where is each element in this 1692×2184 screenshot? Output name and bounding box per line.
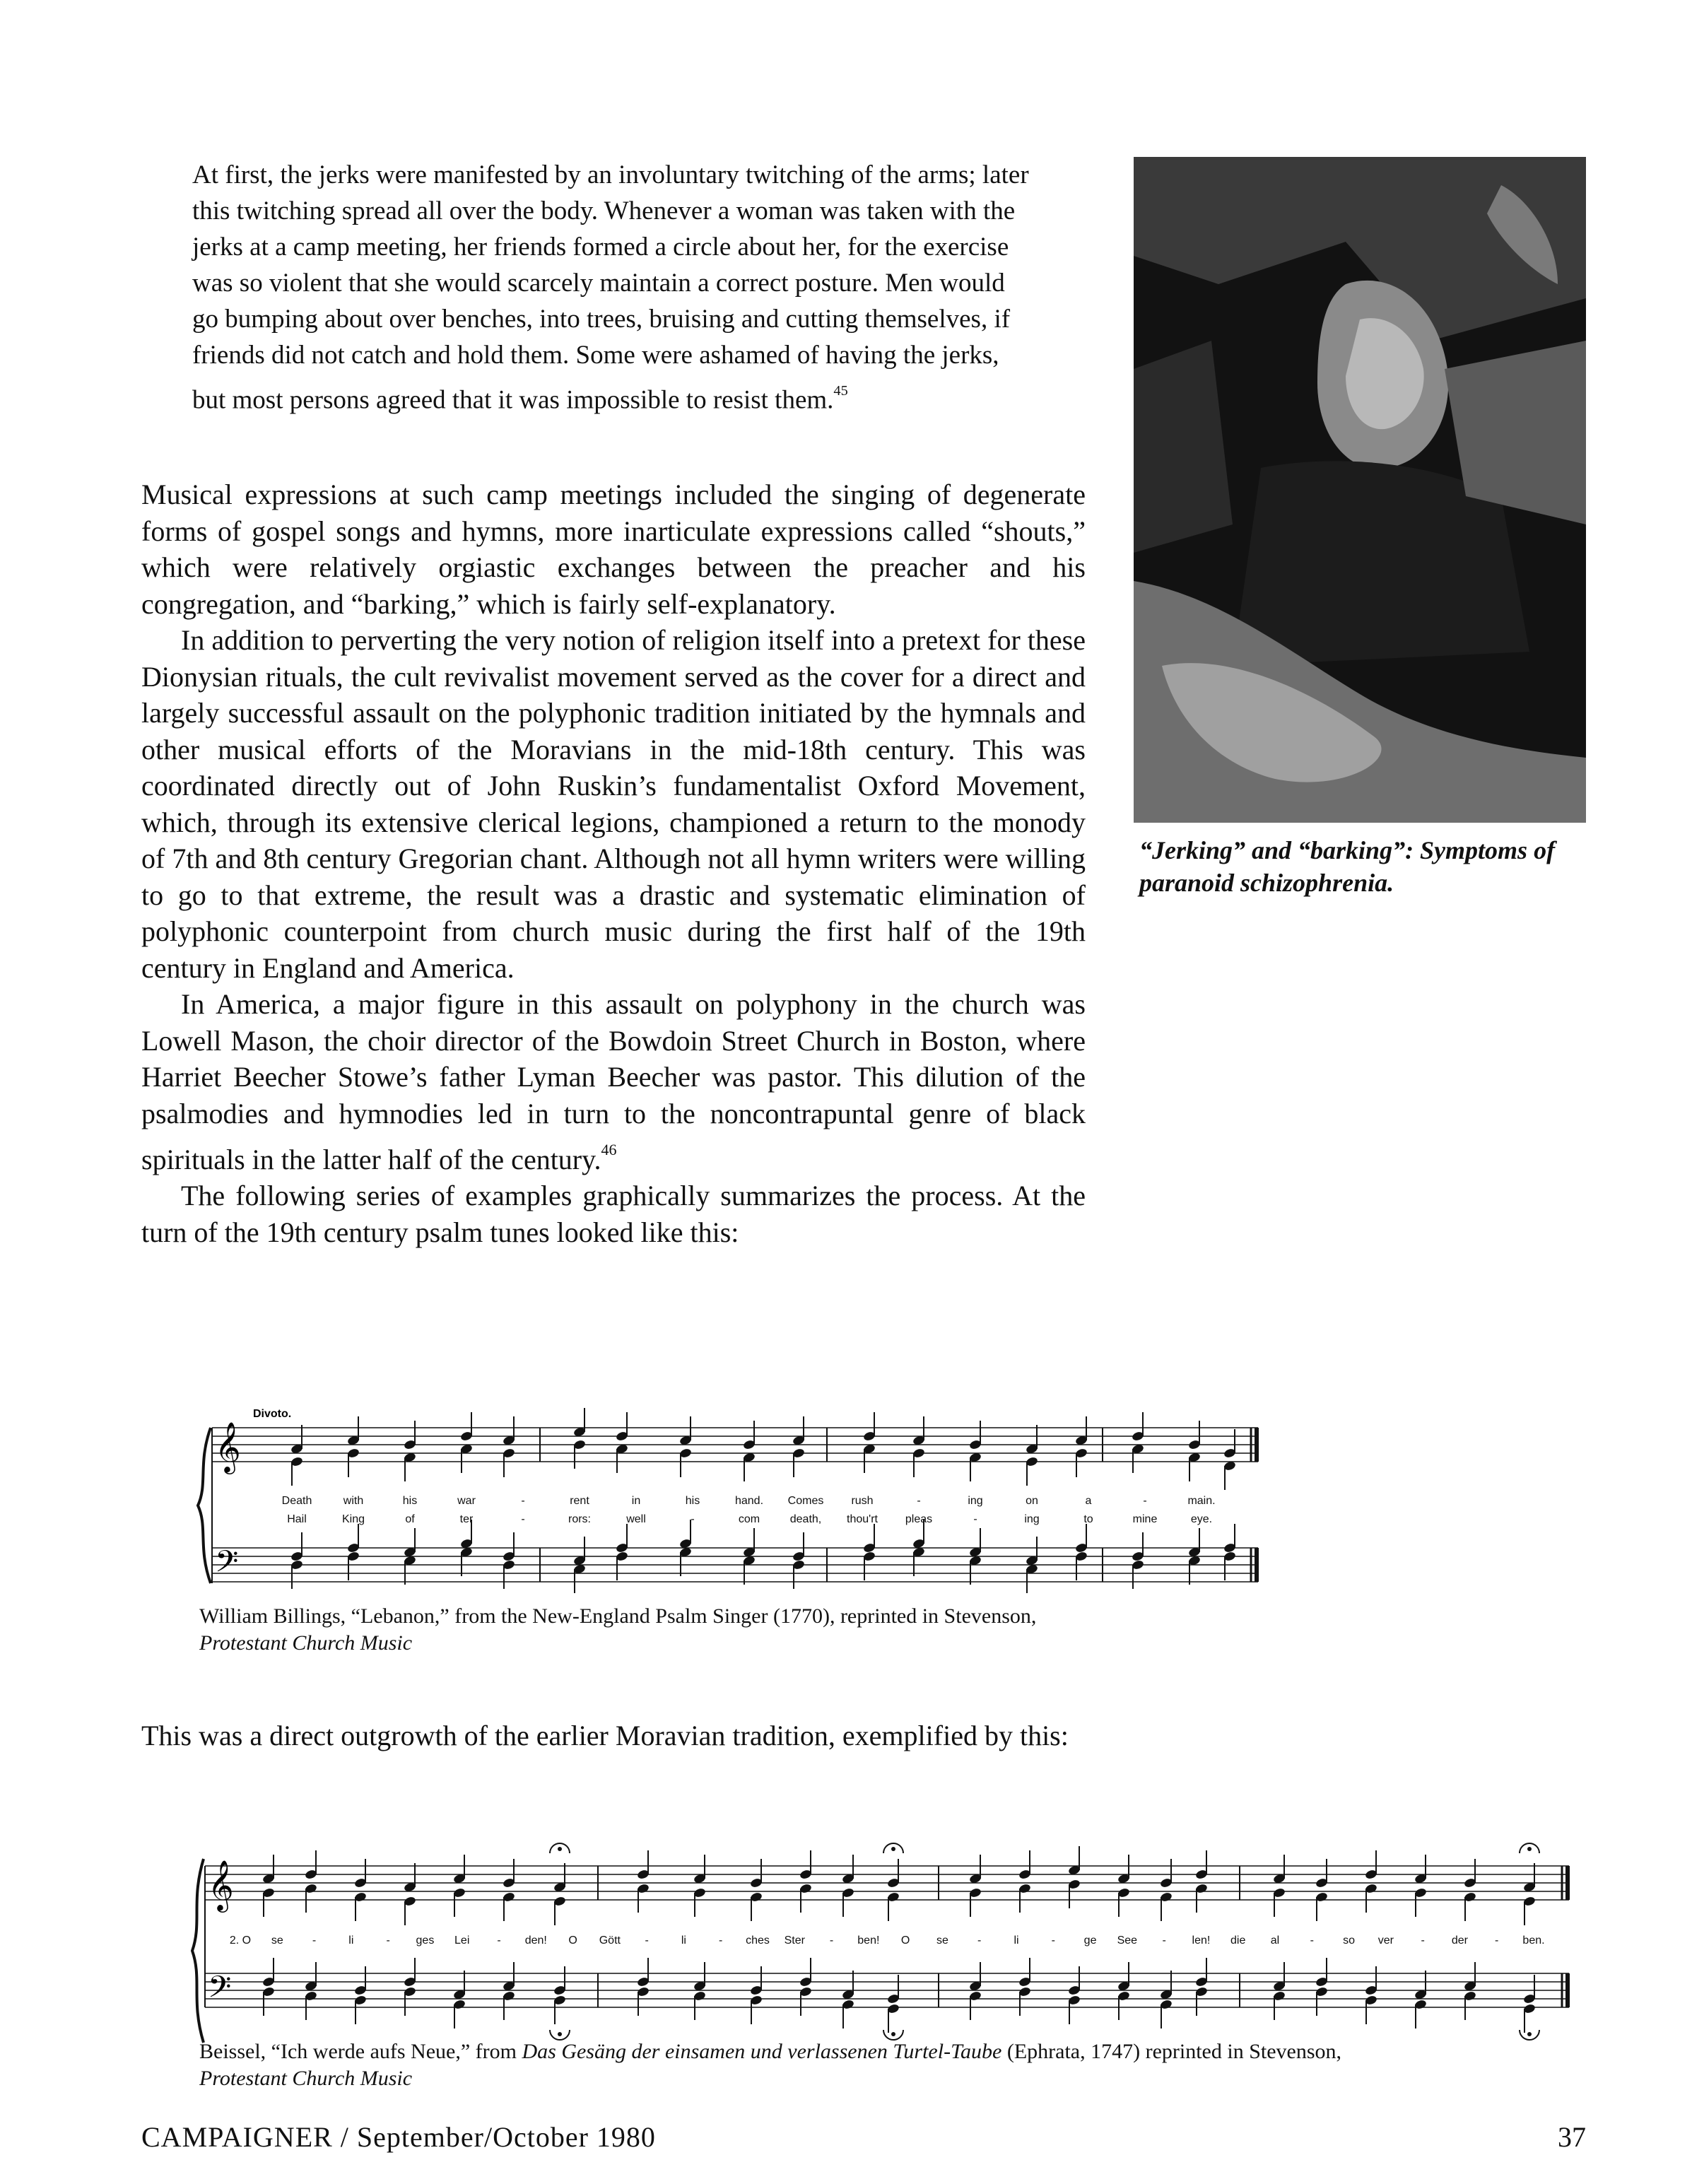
photo-caption: “Jerking” and “barking”: Symptoms of paranoid schizophrenia. xyxy=(1139,836,1556,897)
bass-clef-icon: 𝄢 xyxy=(215,1544,239,1587)
lyric-syllable: war xyxy=(457,1495,476,1507)
lyric-syllable: with xyxy=(343,1495,364,1507)
lyric-syllable: his xyxy=(685,1495,700,1507)
score-beissel-ich-werde xyxy=(191,1838,1576,2057)
lyric-syllable: thou'rt xyxy=(847,1513,878,1525)
lyric-syllable: hand. xyxy=(734,1495,764,1507)
score-1-caption-source: Protestant Church Music xyxy=(199,1631,413,1655)
lyric-syllable: den! xyxy=(524,1935,547,1947)
lyric-syllable: - xyxy=(1495,1935,1499,1947)
lyric-syllable: See xyxy=(1117,1935,1138,1947)
lyric-syllable: - xyxy=(977,1935,982,1947)
score-1-notation xyxy=(191,1399,1265,1611)
lyric-syllable: rors: xyxy=(568,1513,591,1525)
lyric-syllable: ing xyxy=(968,1495,983,1507)
lyric-syllable: die xyxy=(1230,1935,1246,1947)
lyric-syllable: len! xyxy=(1192,1935,1211,1947)
lyric-syllable: 2. O xyxy=(229,1935,252,1947)
paragraph-4: The following series of examples graphically summarizes the process. At the turn of the 19th century psalm tunes looked like this: xyxy=(141,1180,1086,1248)
camp-meeting-photo xyxy=(1134,157,1586,823)
score-billings-lebanon xyxy=(191,1399,1265,1611)
lyric-syllable: Death xyxy=(281,1495,312,1507)
lyric-syllable: - xyxy=(719,1935,723,1947)
lyric-syllable: ing xyxy=(1024,1513,1040,1525)
lyric-syllable: - xyxy=(1051,1935,1055,1947)
lyric-syllable: li xyxy=(1014,1935,1019,1947)
lyric-syllable: ge xyxy=(1083,1935,1097,1947)
bass-clef-icon: 𝄢 xyxy=(208,1970,232,2012)
footnote-ref-45: 45 xyxy=(833,383,848,399)
lyric-syllable: ben! xyxy=(857,1935,880,1947)
score-2-caption-title: Das Gesäng der einsamen und verlassenen Turtel-Taube xyxy=(522,2040,1002,2063)
lyric-syllable: main. xyxy=(1187,1495,1216,1507)
tempo-marking: Divoto. xyxy=(253,1408,292,1420)
lyric-syllable: se xyxy=(936,1935,948,1947)
lyric-syllable: der xyxy=(1451,1935,1468,1947)
lyric-syllable: Ster xyxy=(784,1935,805,1947)
lyric-syllable: well xyxy=(626,1513,646,1525)
lyric-syllable: Gött xyxy=(599,1935,621,1947)
lyric-syllable: Hail xyxy=(287,1513,307,1525)
paragraph-2: In addition to perverting the very notion of religion itself into a pretext for these Dionysian rituals, the cult revivalist movement served as the cover for a direct and largely successful assault on the polyphonic tradition initiated by the hymnals and other musical efforts of the Moravians in the mid-18th century. This was coordinated directly out of John Ruskin’s fundamentalist Oxford Movement, which, through its extensive clerical legions, championed a return to the monody of 7th and 8th century Gregorian chant. Although not all hymn writers were willing to go to that extreme, the result was a drastic and systematic elimination of polyphonic counterpoint from church music during the first half of the 19th century in England and America. xyxy=(141,624,1086,984)
lyric-syllable: - xyxy=(1421,1935,1425,1947)
lyric-syllable: se xyxy=(271,1935,283,1947)
lyric-syllable: in xyxy=(631,1495,641,1507)
treble-clef-icon: 𝄞 xyxy=(215,1421,241,1472)
lyric-syllable: - xyxy=(645,1935,649,1947)
score-2-caption-post: (Ephrata, 1747) reprinted in Stevenson, xyxy=(1006,2040,1342,2063)
score-2-caption-pre: Beissel, “Ich werde aufs Neue,” from xyxy=(199,2040,517,2063)
lyric-syllable: Comes xyxy=(787,1495,824,1507)
score-2-caption xyxy=(199,2038,1578,2092)
lyric-syllable: com xyxy=(738,1513,760,1525)
lyric-syllable: of xyxy=(405,1513,415,1525)
block-quote-text: At first, the jerks were manifested by an involuntary twitching of the arms; later this twitching spread all over the body. Whenever a woman was taken with the jerks at a camp meeting, her friends formed a circle about her, for the exercise was so violent that she would scarcely maintain a correct posture. Men would go bumping about over benches, into trees, bruising and cutting themselves, if friends did not catch and hold them. Some were ashamed of having the jerks, but most persons agreed that it was impossible to resist them. xyxy=(192,160,1029,415)
lyric-syllable: O xyxy=(900,1935,910,1947)
lyric-syllable: - xyxy=(497,1935,501,1947)
publication-footer: CAMPAIGNER / September/October 1980 xyxy=(141,2121,656,2153)
lyric-syllable: ter xyxy=(459,1513,474,1525)
lyric-syllable: - xyxy=(1310,1935,1314,1947)
lyric-syllable: his xyxy=(402,1495,418,1507)
lyric-syllable: - xyxy=(691,1513,695,1525)
score-2-lyrics xyxy=(230,1935,1545,1947)
footnote-ref-46: 46 xyxy=(601,1141,617,1158)
treble-clef-icon: 𝄞 xyxy=(208,1859,234,1910)
lyric-syllable: pleas xyxy=(905,1513,933,1525)
lyric-syllable: a xyxy=(1085,1495,1092,1507)
lyric-syllable: mine xyxy=(1132,1513,1158,1525)
lyric-syllable: King xyxy=(341,1513,365,1525)
lyric-syllable: ver xyxy=(1377,1935,1394,1947)
lyric-syllable: - xyxy=(973,1513,977,1525)
photo-image xyxy=(1134,157,1586,823)
lyric-syllable: ches xyxy=(746,1935,770,1947)
paragraph-3-text: In America, a major figure in this assault on polyphony in the church was Lowell Mason, the choir director of the Bowdoin Street Church in Boston, where Harriet Beecher Stowe’s father Lyman Beecher was pastor. This dilution of the psalmodies and hymnodies led in turn to the noncontrapuntal genre of black spirituals in the latter half of the century. xyxy=(141,988,1086,1175)
lyric-syllable: li xyxy=(348,1935,354,1947)
lyric-syllable: so xyxy=(1343,1935,1356,1947)
lyric-syllable: rush xyxy=(851,1495,874,1507)
paragraph-1: Musical expressions at such camp meetings included the singing of degenerate forms of gospel songs and hymns, more inarticulate expressions called “shouts,” which were relatively orgiastic exchanges between the preacher and his congregation, and “barking,” which is fairly self-explanatory. xyxy=(141,479,1086,620)
lyric-syllable: O xyxy=(568,1935,577,1947)
lyric-syllable: to xyxy=(1083,1513,1093,1525)
lyric-syllable: - xyxy=(312,1935,317,1947)
page-number: 37 xyxy=(1558,2121,1586,2153)
score-2-caption-source: Protestant Church Music xyxy=(199,2067,413,2090)
lyric-syllable: - xyxy=(386,1935,390,1947)
lyric-syllable: li xyxy=(681,1935,686,1947)
score-1-caption-text: William Billings, “Lebanon,” from the New-England Psalm Singer (1770), reprinted in Stevenson, xyxy=(199,1604,1037,1628)
score-1-lyrics-verse-2 xyxy=(287,1513,1212,1525)
lyric-syllable: death, xyxy=(789,1513,822,1525)
lyric-syllable: - xyxy=(917,1495,921,1507)
lyric-syllable: Lei xyxy=(454,1935,470,1947)
lyric-syllable: on xyxy=(1026,1495,1038,1507)
lyric-syllable: al xyxy=(1270,1935,1280,1947)
lyric-syllable: ben. xyxy=(1522,1935,1545,1947)
lyric-syllable: - xyxy=(521,1495,525,1507)
bridge-paragraph: This was a direct outgrowth of the earlier Moravian tradition, exemplified by this: xyxy=(141,1720,1069,1751)
lyric-syllable: rent xyxy=(570,1495,589,1507)
lyric-syllable: eye. xyxy=(1190,1513,1213,1525)
paragraph-3 xyxy=(141,986,1086,1178)
lyric-syllable: - xyxy=(1143,1495,1147,1507)
score-1-lyrics-verse-1 xyxy=(282,1495,1216,1507)
lyric-syllable: - xyxy=(829,1935,834,1947)
lyric-syllable: ges xyxy=(416,1935,435,1947)
article-body xyxy=(141,476,1086,1250)
score-2-notation xyxy=(191,1838,1576,2057)
block-quote xyxy=(192,157,1030,418)
lyric-syllable: - xyxy=(521,1513,525,1525)
lyric-syllable: - xyxy=(1162,1935,1166,1947)
score-1-caption xyxy=(199,1603,1401,1657)
